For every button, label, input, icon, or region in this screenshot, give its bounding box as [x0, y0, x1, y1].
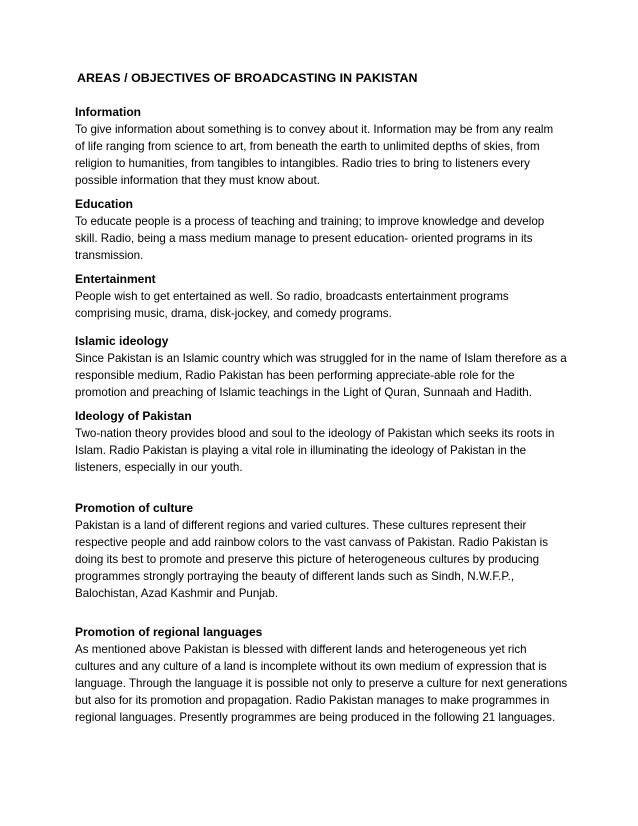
- paragraph-line: People wish to get entertained as well. So radio, broadcasts entertainment programs: [75, 290, 509, 303]
- paragraph-line: programmes strongly portraying the beauty of different lands such as Sindh, N.W.F.P.,: [75, 570, 515, 583]
- section-heading: Promotion of regional languages: [75, 625, 263, 639]
- paragraph-line: of life ranging from science to art, from beneath the earth to unlimited depths of skies, from: [75, 140, 540, 153]
- section-heading: Entertainment: [75, 272, 156, 286]
- paragraph-line: Two-nation theory provides blood and soul to the ideology of Pakistan which seeks its roots in: [75, 427, 555, 440]
- paragraph-line: regional languages. Presently programmes are being produced in the following 21 languages.: [75, 711, 556, 724]
- paragraph-line: possible information that they must know about.: [75, 174, 320, 187]
- section-heading: Promotion of culture: [75, 501, 193, 515]
- paragraph-line: To give information about something is to convey about it. Information may be from any realm: [75, 123, 554, 136]
- section-entertainment: [75, 271, 575, 322]
- paragraph-line: Balochistan, Azad Kashmir and Punjab.: [75, 587, 279, 600]
- paragraph-line: respective people and add rainbow colors to the vast canvass of Pakistan. Radio Pakistan is: [75, 536, 549, 549]
- paragraph-line: religion to humanities, from tangibles to intangibles. Radio tries to bring to listeners every: [75, 157, 530, 170]
- section-heading: Education: [75, 197, 134, 211]
- paragraph-line: transmission.: [75, 249, 144, 262]
- section-islamic-ideology: [75, 333, 575, 401]
- section-heading: Islamic ideology: [75, 334, 169, 348]
- paragraph-line: skill. Radio, being a mass medium manage to present education- oriented programs in its: [75, 232, 533, 245]
- section-ideology-of-pakistan: [75, 408, 575, 476]
- section-promotion-of-culture: [75, 500, 575, 602]
- document-title: AREAS / OBJECTIVES OF BROADCASTING IN PAKISTAN: [77, 71, 418, 85]
- paragraph-line: responsible medium, Radio Pakistan has been performing appreciate-able role for the: [75, 369, 515, 382]
- paragraph-line: language. Through the language it is possible not only to preserve a culture for next generations: [75, 677, 568, 690]
- section-heading: Ideology of Pakistan: [75, 409, 192, 423]
- paragraph-line: As mentioned above Pakistan is blessed with different lands and heterogeneous yet rich: [75, 643, 527, 656]
- paragraph-line: doing its best to promote and preserve this picture of heterogeneous cultures by producing: [75, 553, 540, 566]
- paragraph-line: but also for its promotion and propagation. Radio Pakistan manages to make programmes in: [75, 694, 550, 707]
- paragraph-line: Islam. Radio Pakistan is playing a vital role in illuminating the ideology of Pakistan in the: [75, 444, 527, 457]
- section-information: [75, 104, 575, 189]
- paragraph-line: Pakistan is a land of different regions and varied cultures. These cultures represent their: [75, 519, 527, 532]
- paragraph-line: Since Pakistan is an Islamic country which was struggled for in the name of Islam therefore as a: [75, 352, 567, 365]
- section-heading: Information: [75, 105, 141, 119]
- section-education: [75, 196, 575, 264]
- paragraph-line: promotion and preaching of Islamic teachings in the Light of Quran, Sunnaah and Hadith.: [75, 386, 532, 399]
- paragraph-line: listeners, especially in our youth.: [75, 461, 243, 474]
- paragraph-line: To educate people is a process of teaching and training; to improve knowledge and develop: [75, 215, 545, 228]
- paragraph-line: comprising music, drama, disk-jockey, and comedy programs.: [75, 307, 392, 320]
- paragraph-line: cultures and any culture of a land is incomplete without its own medium of expression that is: [75, 660, 547, 673]
- section-promotion-of-regional-languages: [75, 624, 575, 726]
